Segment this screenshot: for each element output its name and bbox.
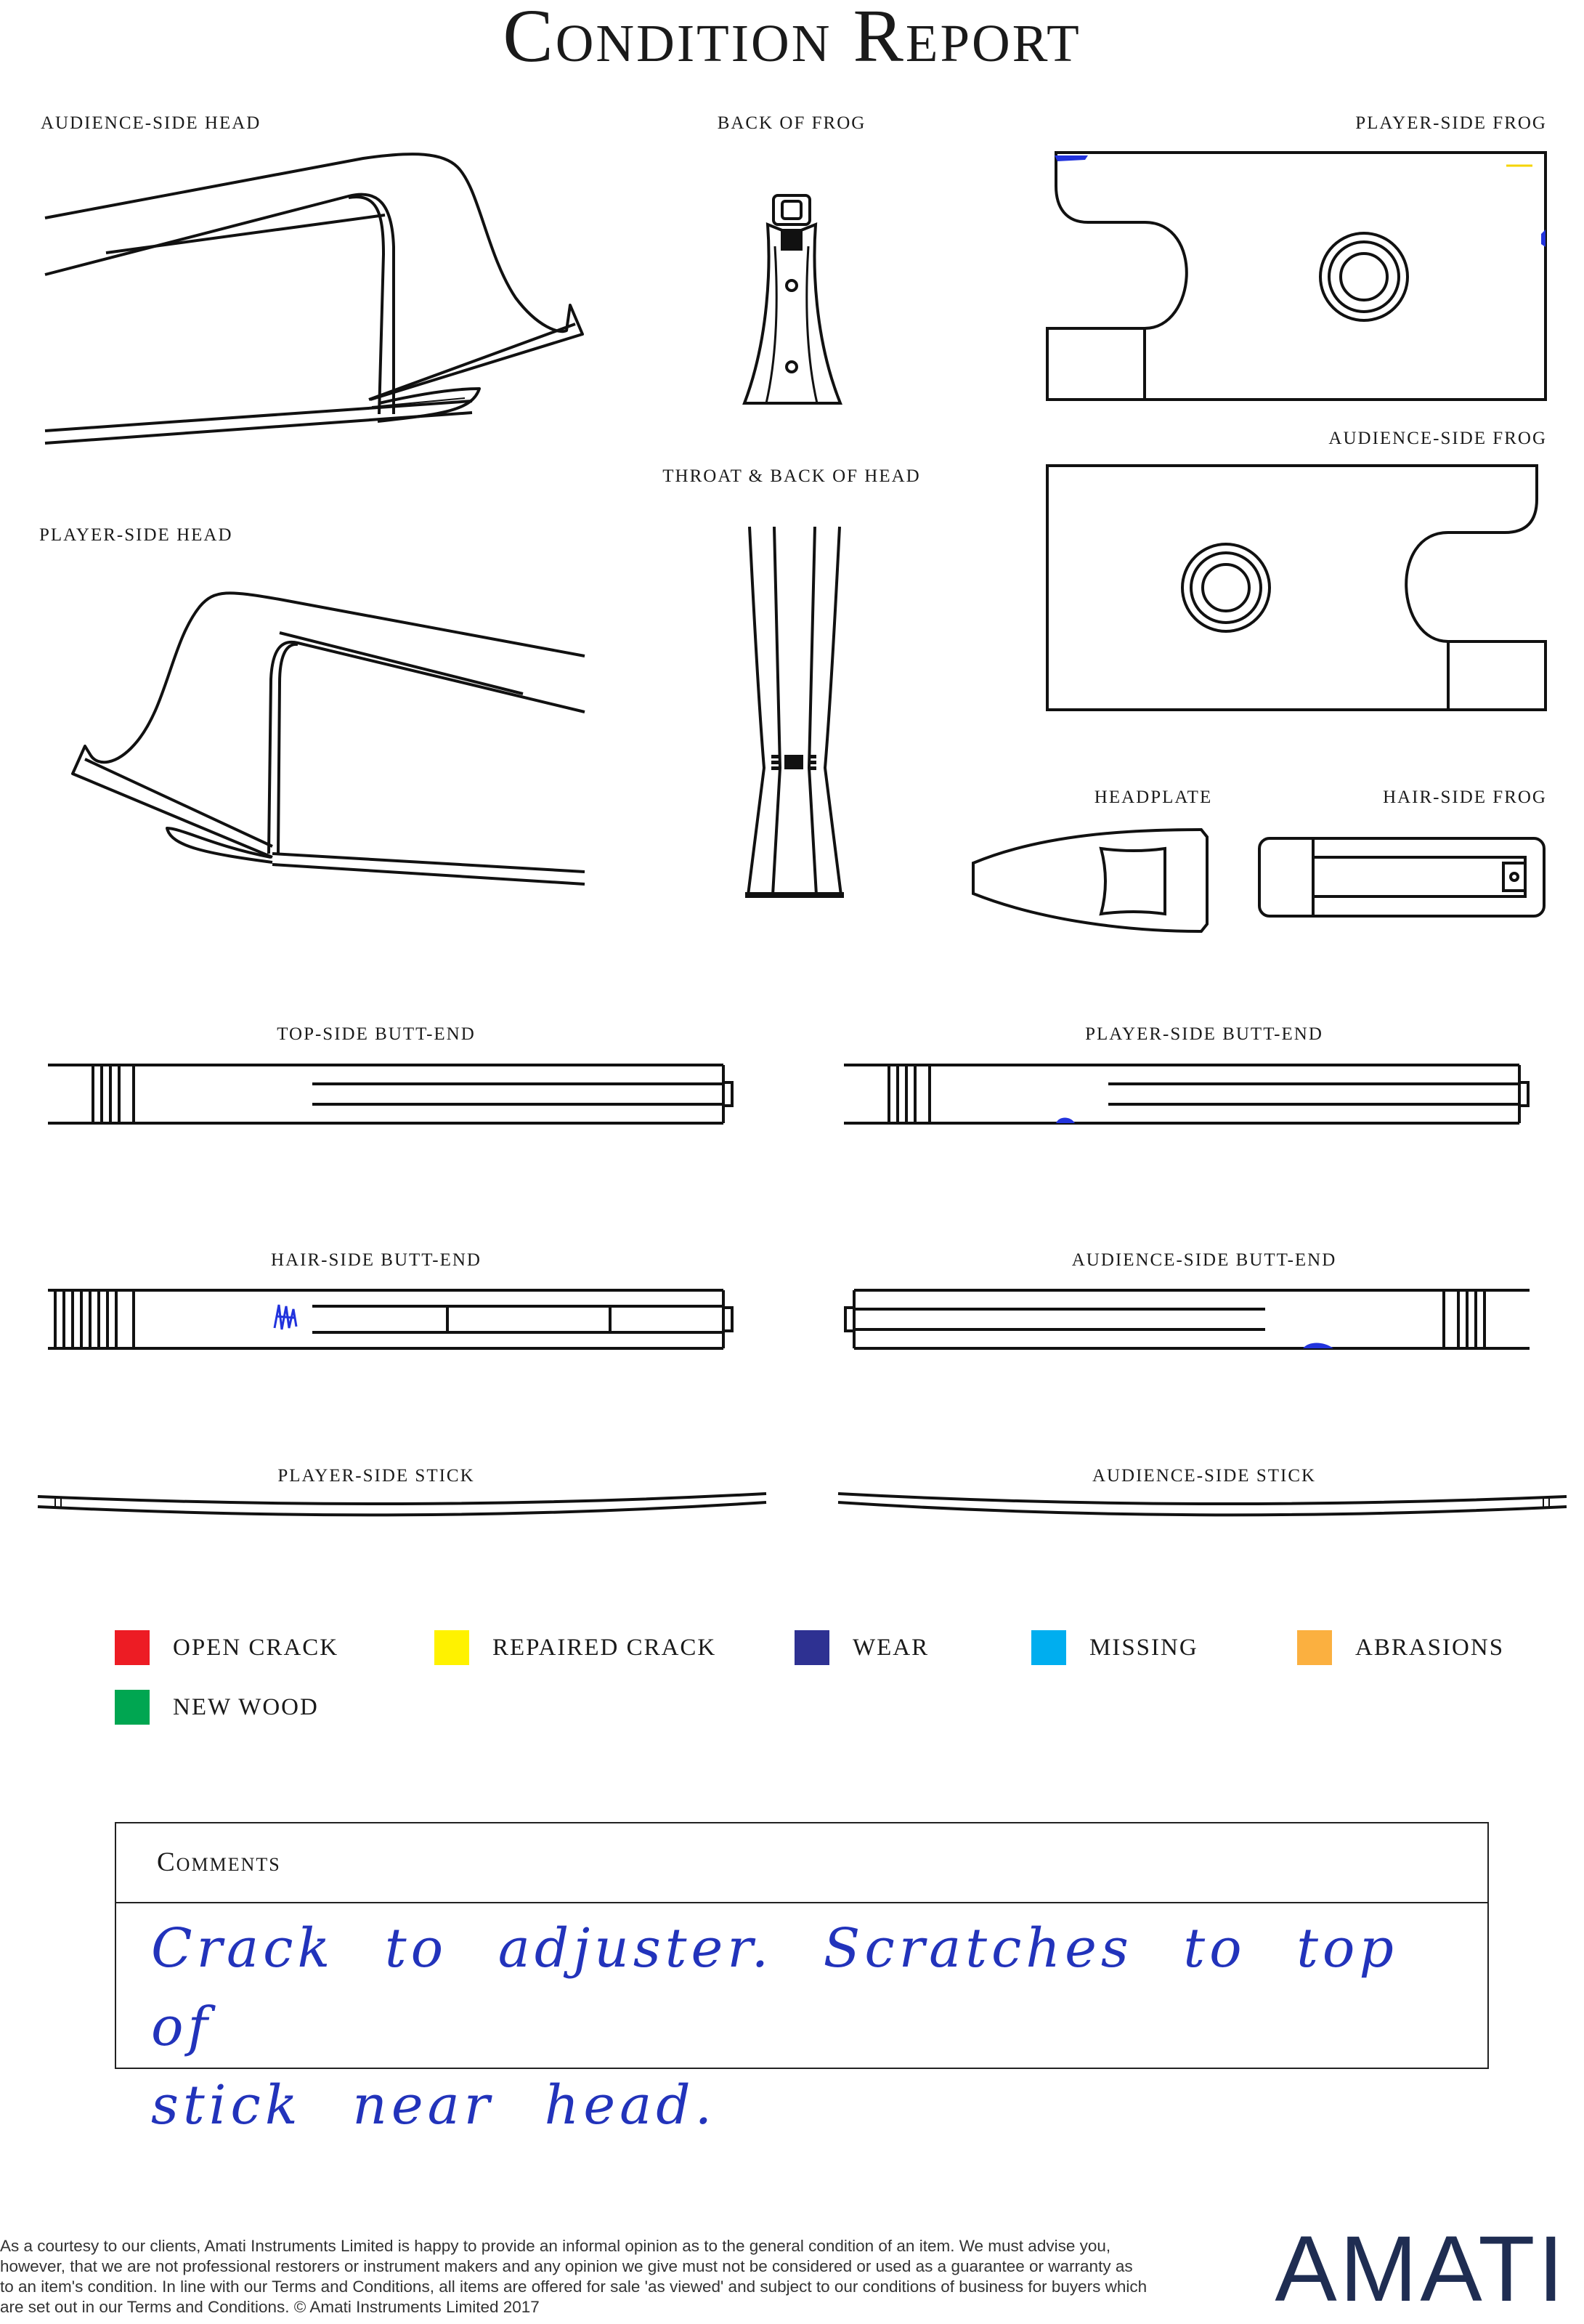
brand-logo: AMATI [1275,2217,1567,2321]
label-top-side-butt-end: TOP-SIDE BUTT-END [277,1024,476,1044]
comments-text [151,1909,1458,2145]
legend-swatch-missing [1031,1630,1066,1665]
label-audience-side-butt-end: AUDIENCE-SIDE BUTT-END [1071,1250,1337,1270]
legend-label: NEW WOOD [173,1693,319,1720]
legend-repaired-crack [434,1630,716,1665]
label-throat-back-of-head: THROAT & BACK OF HEAD [662,466,921,486]
hair-side-butt-end-diagram [48,1287,738,1353]
legend-label: REPAIRED CRACK [492,1634,717,1661]
player-side-head-diagram [40,548,606,897]
legend-new-wood [115,1690,319,1725]
legend-label: OPEN CRACK [173,1634,339,1661]
legend-wear [795,1630,929,1665]
label-player-side-butt-end: PLAYER-SIDE BUTT-END [1085,1024,1323,1044]
throat-back-of-head-diagram [744,527,845,901]
comments-line-2: stick near head. [151,2074,717,2137]
legend-label: MISSING [1089,1634,1198,1661]
label-audience-side-stick: AUDIENCE-SIDE STICK [1092,1466,1317,1486]
legend-swatch-wear [795,1630,829,1665]
label-headplate: HEADPLATE [1094,788,1213,807]
comments-heading: Comments [157,1847,281,1877]
back-of-frog-diagram [737,193,846,410]
label-back-of-frog: BACK OF FROG [717,113,866,133]
legend-label: ABRASIONS [1355,1634,1505,1661]
legend-swatch-repaired-crack [434,1630,469,1665]
player-side-stick-diagram [38,1486,768,1523]
comments-line-1: Crack to adjuster. Scratches to top of [151,1917,1398,2058]
player-side-frog-diagram [1044,150,1553,411]
legend-label: WEAR [853,1634,930,1661]
audience-side-stick-diagram [838,1486,1568,1523]
label-audience-side-frog: AUDIENCE-SIDE FROG [1328,429,1547,448]
page-title: Condition Report [503,0,1081,78]
label-audience-side-head: AUDIENCE-SIDE HEAD [41,113,261,133]
legend-swatch-open-crack [115,1630,150,1665]
label-hair-side-butt-end: HAIR-SIDE BUTT-END [271,1250,482,1270]
legend-swatch-new-wood [115,1690,150,1725]
legend-open-crack [115,1630,338,1665]
label-player-side-head: PLAYER-SIDE HEAD [39,525,233,545]
label-hair-side-frog: HAIR-SIDE FROG [1383,788,1547,807]
headplate-diagram [970,827,1210,936]
hair-side-frog-diagram [1256,835,1547,919]
audience-side-frog-diagram [1044,463,1553,717]
legend-swatch-abrasions [1297,1630,1332,1665]
top-side-butt-end-diagram [48,1062,738,1127]
disclaimer: As a courtesy to our clients, Amati Instruments Limited is happy to provide an informal opinion as to the general condition of an item. We must advise you, however, that we are not professional restorers or instrument makers and any opinion we give must not be considered or used as a guarantee or warranty as to an item's condition. In line with our Terms and Conditions, all items are offered for sale 'as viewed' and subject to our conditions of business for buyers which are set out in our Terms and Conditions. © Amati Instruments Limited 2017 [0,2237,1148,2316]
audience-side-head-diagram [36,145,603,450]
comments-box [115,1822,1489,2137]
comments-header [116,1823,1487,1903]
label-player-side-stick: PLAYER-SIDE STICK [277,1466,475,1486]
legend-abrasions [1297,1630,1504,1665]
legend-missing [1031,1630,1198,1665]
player-side-butt-end-diagram [844,1062,1534,1127]
label-player-side-frog: PLAYER-SIDE FROG [1355,113,1547,133]
audience-side-butt-end-diagram [844,1287,1534,1353]
